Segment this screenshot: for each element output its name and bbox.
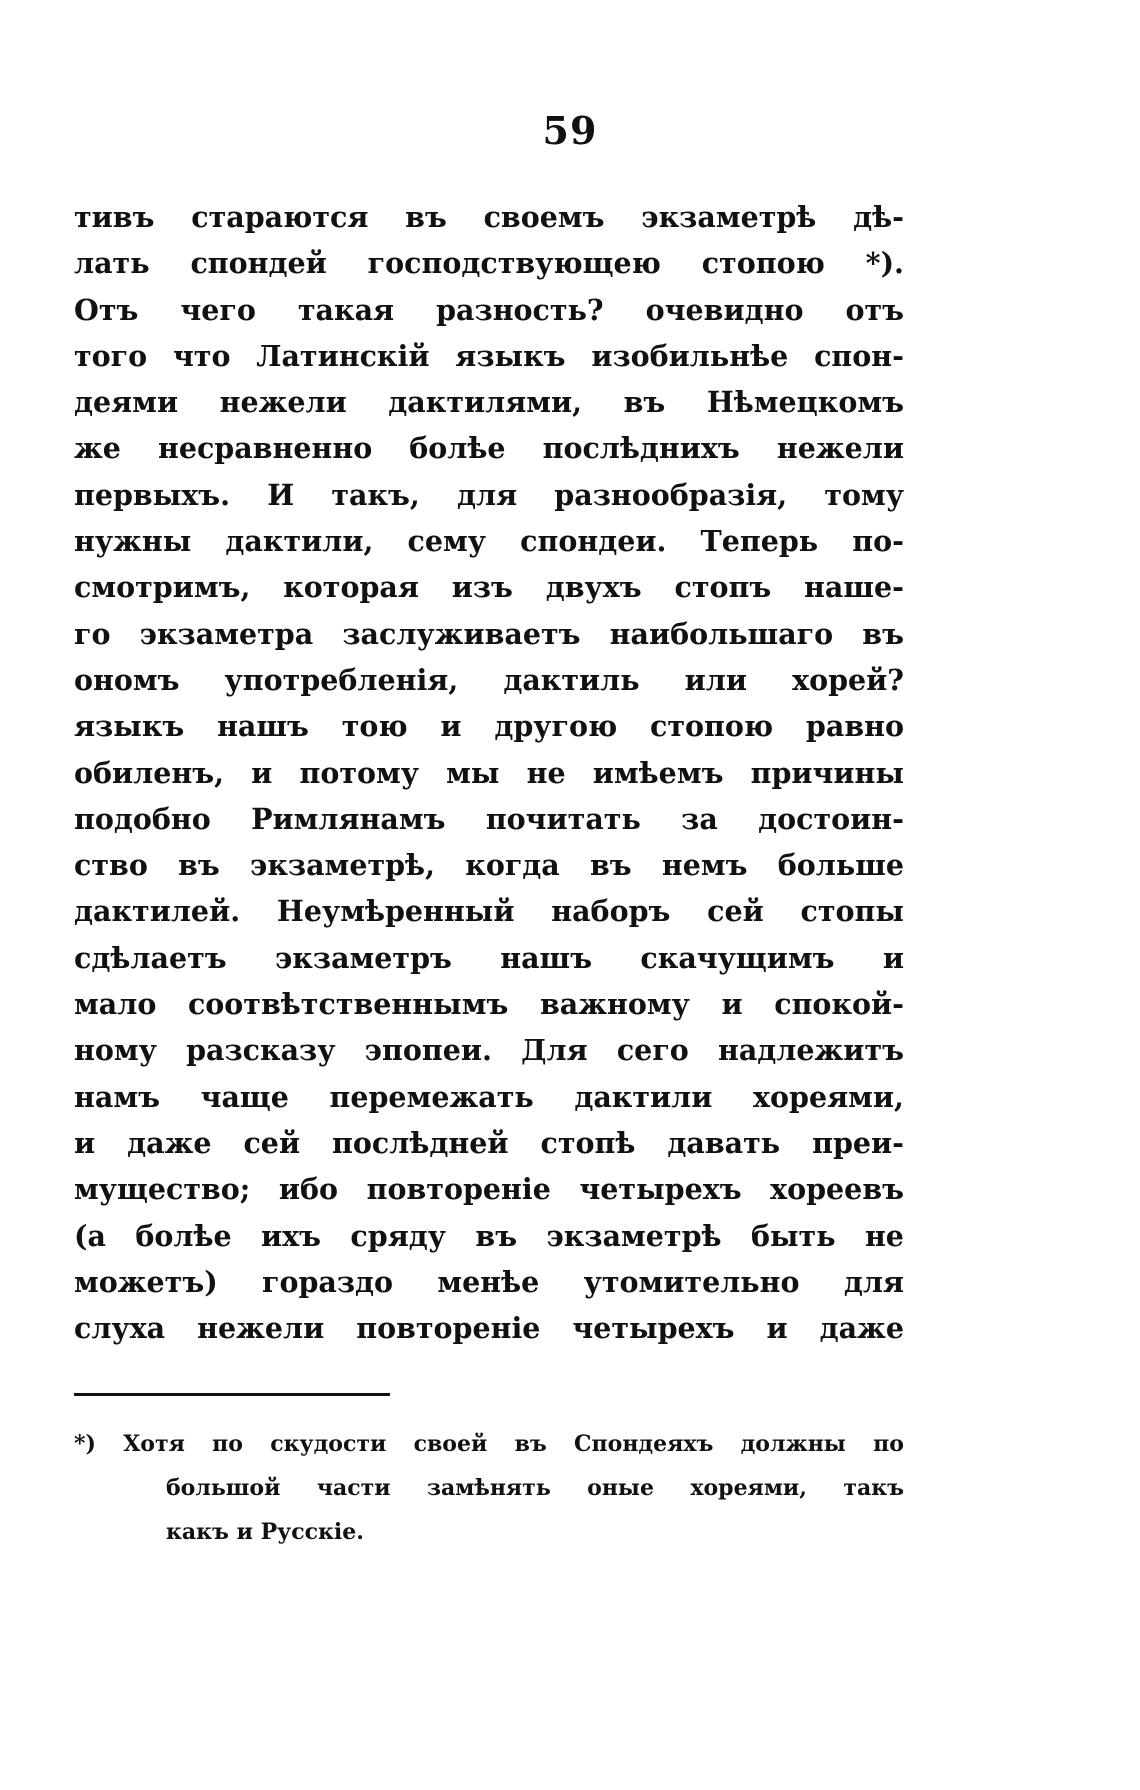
text-line [74, 981, 904, 1027]
word: мы [446, 755, 500, 790]
word: обиленъ, [74, 755, 225, 790]
text-line [74, 194, 904, 240]
word: (а [74, 1218, 106, 1253]
word: части [316, 1475, 391, 1501]
word: чаще [200, 1079, 289, 1114]
text-line [74, 796, 904, 842]
word: или [684, 662, 748, 697]
word: нашъ [500, 940, 593, 975]
word: сей [243, 1125, 301, 1160]
text-line [74, 333, 904, 379]
word: наибольшаго [609, 616, 834, 651]
text-line [74, 240, 904, 286]
word: подобно [74, 801, 211, 836]
word: повтореніе [366, 1172, 551, 1207]
word: *). [865, 246, 904, 281]
word: въ [475, 1218, 518, 1253]
word: Латинскій [256, 338, 430, 373]
word: причины [750, 755, 904, 790]
word: даже [127, 1125, 212, 1160]
text-line [74, 1305, 904, 1351]
word: заслуживаетъ [342, 616, 581, 651]
word: дѣ- [853, 200, 904, 234]
word: въ [862, 616, 904, 651]
word: экзаметръ [274, 940, 452, 975]
word: ному [74, 1033, 157, 1068]
word: Неумѣренный [276, 894, 515, 929]
word: го [74, 616, 111, 651]
word: разсказу [186, 1033, 336, 1068]
word: нужны [74, 524, 192, 559]
word: и [766, 1311, 788, 1346]
word: перемежать [329, 1079, 534, 1114]
word: Нѣмецкомъ [706, 385, 904, 420]
word: стопою [650, 709, 774, 744]
word: давать [667, 1125, 781, 1160]
word: послѣдней [332, 1125, 509, 1160]
word: хореями, [690, 1475, 807, 1501]
word: хореями, [753, 1079, 904, 1114]
word: несравненно [157, 431, 373, 466]
word: почитать [485, 801, 641, 836]
word: спокой- [774, 987, 904, 1022]
word: нашъ [217, 709, 309, 744]
word: Спондеяхъ [574, 1431, 714, 1457]
word: такъ, [331, 477, 420, 512]
word: разнообразія, [554, 477, 788, 512]
word: больше [777, 848, 904, 883]
word: ство [74, 848, 148, 883]
word: хорей? [792, 662, 904, 697]
text-line [74, 611, 904, 657]
word: своей [413, 1431, 488, 1457]
word: даже [819, 1311, 904, 1346]
word: скудости [270, 1431, 387, 1457]
word: достоин- [758, 801, 904, 836]
text-line [74, 1259, 904, 1305]
word: сему [407, 524, 487, 559]
word: другою [494, 709, 618, 744]
text-line [74, 1027, 904, 1073]
word: потому [299, 755, 419, 790]
word: въ [623, 385, 666, 420]
word: замѣнять [426, 1475, 551, 1501]
word: эпопеи. [364, 1033, 492, 1068]
word: нежели [776, 431, 904, 466]
word: сряду [350, 1218, 446, 1253]
word: чего [180, 292, 256, 327]
word: и [251, 755, 273, 790]
word: гораздо [262, 1264, 394, 1299]
footnote-line [74, 1510, 904, 1554]
word: отъ [845, 292, 904, 327]
word: спондей [190, 246, 327, 281]
word: тому [824, 477, 904, 512]
word: менѣе [437, 1264, 540, 1299]
text-line [74, 425, 904, 471]
word: дактилей. [74, 894, 241, 929]
footnote-line [74, 1422, 904, 1466]
word: быть [750, 1218, 836, 1253]
word: деями [74, 385, 179, 420]
word: языкъ [455, 338, 566, 373]
word: И [267, 477, 295, 512]
word: господствующею [367, 246, 661, 281]
word: болѣе [409, 431, 506, 466]
word: и [721, 987, 743, 1022]
text-line [74, 657, 904, 703]
word: стопы [800, 894, 904, 929]
word: имѣемъ [592, 755, 724, 790]
word: стопою [701, 246, 825, 281]
word: спон- [814, 338, 904, 373]
word: изъ [451, 570, 513, 605]
word: мало [74, 987, 157, 1022]
word: въ [178, 848, 220, 883]
word: для [456, 477, 518, 512]
word: Теперь [700, 524, 819, 559]
word: послѣднихъ [542, 431, 740, 466]
word: по [212, 1431, 243, 1457]
word: соотвѣтственнымъ [187, 987, 509, 1022]
word: стопѣ [540, 1125, 636, 1160]
word: такая [297, 292, 395, 327]
footnote-divider [74, 1393, 390, 1396]
word: большой [166, 1475, 281, 1501]
word: разность? [436, 292, 604, 327]
word: очевидно [645, 292, 804, 327]
text-line [74, 703, 904, 749]
word: же [74, 431, 121, 466]
text-line [74, 1166, 904, 1212]
word: слуха [74, 1311, 166, 1346]
text-line [74, 750, 904, 796]
word: не [526, 755, 566, 790]
word: изобильнѣе [591, 338, 789, 373]
word: немъ [661, 848, 748, 883]
word: хореевъ [770, 1172, 904, 1207]
text-line [74, 935, 904, 981]
word: надлежитъ [717, 1033, 904, 1068]
word: можетъ) [74, 1264, 218, 1299]
word: важному [539, 987, 690, 1022]
word: экзаметра [139, 616, 314, 651]
text-line [74, 518, 904, 564]
text-line [74, 472, 904, 518]
word: ихъ [261, 1218, 322, 1253]
word: болѣе [135, 1218, 232, 1253]
word: Римлянамъ [251, 801, 446, 836]
word: двухъ [545, 570, 642, 605]
word: того [74, 338, 148, 373]
word: и [236, 1519, 253, 1545]
word: скачущимъ [640, 940, 835, 975]
word: спондеи. [520, 524, 667, 559]
word: сей [707, 894, 764, 929]
word: и [440, 709, 462, 744]
word: сего [616, 1033, 689, 1068]
word: ономъ [74, 662, 180, 697]
word: первыхъ. [74, 477, 231, 512]
text-line [74, 842, 904, 888]
word: утомительно [583, 1264, 800, 1299]
word: для [843, 1264, 904, 1299]
word: въ [405, 200, 447, 234]
word: дактиль [503, 662, 640, 697]
text-line [74, 1120, 904, 1166]
word: намъ [74, 1079, 160, 1114]
word: равно [805, 709, 904, 744]
text-line [74, 1074, 904, 1120]
word: нежели [197, 1311, 325, 1346]
word: Отъ [74, 292, 139, 327]
page-number: 59 [542, 108, 598, 153]
word: дактилями, [388, 385, 583, 420]
word: дактили, [225, 524, 374, 559]
word: стопъ [674, 570, 772, 605]
footnote-line [74, 1466, 904, 1510]
word: четырехъ [572, 1311, 735, 1346]
word: должны [740, 1431, 846, 1457]
word: лать [74, 246, 150, 281]
word: по- [852, 524, 904, 559]
word: преи- [812, 1125, 904, 1160]
word: своемъ [483, 200, 605, 234]
word: что [172, 338, 231, 373]
word: не [864, 1218, 904, 1253]
word: сдѣлаетъ [74, 940, 227, 975]
word: и [74, 1125, 96, 1160]
word: въ [590, 848, 632, 883]
text-line [74, 1213, 904, 1259]
word: Хотя [123, 1431, 185, 1457]
word: за [681, 801, 718, 836]
word: дактили [574, 1079, 713, 1114]
word: мущество; [74, 1172, 251, 1207]
word: когда [465, 848, 560, 883]
footnote [74, 1422, 904, 1554]
word: наборъ [551, 894, 671, 929]
word: которая [283, 570, 419, 605]
word: повтореніе [356, 1311, 541, 1346]
text-line [74, 379, 904, 425]
word: экзаметрѣ [641, 200, 817, 234]
word: смотримъ, [74, 570, 251, 605]
word: такъ [843, 1475, 904, 1501]
text-line [74, 888, 904, 934]
word: наше- [804, 570, 904, 605]
word: тою [341, 709, 408, 744]
word: языкъ [74, 709, 185, 744]
word: стараются [191, 200, 369, 234]
word: тивъ [74, 200, 155, 234]
text-line [74, 564, 904, 610]
text-line [74, 287, 904, 333]
word: по [873, 1431, 904, 1457]
word: экзаметрѣ, [249, 848, 435, 883]
word: экзаметрѣ [546, 1218, 722, 1253]
word: оные [587, 1475, 654, 1501]
word: нежели [219, 385, 347, 420]
word: и [882, 940, 904, 975]
word: Для [521, 1033, 588, 1068]
word: четырехъ [579, 1172, 742, 1207]
main-text [74, 194, 904, 1351]
word: въ [514, 1431, 547, 1457]
word: употребленія, [224, 662, 459, 697]
word: Русскіе. [260, 1519, 364, 1545]
word: *) [74, 1431, 96, 1457]
word: какъ [166, 1519, 229, 1545]
word: ибо [278, 1172, 339, 1207]
